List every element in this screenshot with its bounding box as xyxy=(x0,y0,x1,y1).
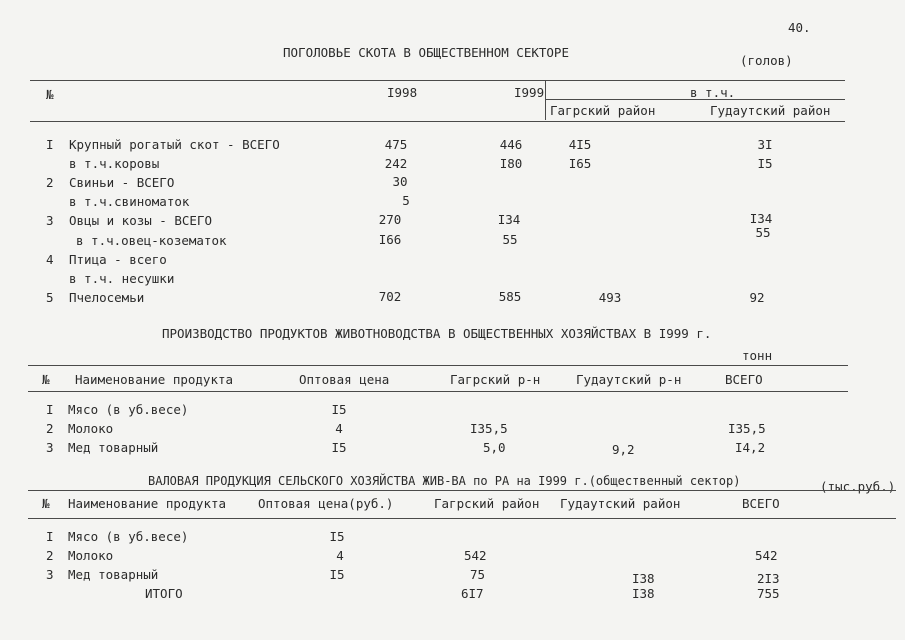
row-num: 2 xyxy=(46,421,54,436)
row-1998: 5 xyxy=(402,193,410,208)
row-num: 3 xyxy=(46,567,54,582)
table1-title: ПОГОЛОВЬЕ СКОТА В ОБЩЕСТВЕННОМ СЕКТОРЕ xyxy=(283,45,569,60)
row-num: 2 xyxy=(46,175,54,190)
table2-header-name: Наименование продукта xyxy=(75,372,234,387)
table2-header-total: ВСЕГО xyxy=(725,372,763,387)
row-name: Мед товарный xyxy=(68,567,159,582)
table1-header-gudauta: Гудаутский район xyxy=(710,103,831,118)
row-gudauta: 3I xyxy=(757,137,773,152)
row-gudauta: 55 xyxy=(755,225,771,240)
table2-header-gagra: Гагрский р-н xyxy=(450,372,541,387)
row-name: Птица - всего xyxy=(69,252,167,267)
row-gagra: 5,0 xyxy=(483,440,506,455)
table1-header-1999: I999 xyxy=(514,85,545,100)
table1-top-rule xyxy=(30,80,845,81)
table2-top-rule xyxy=(28,365,848,366)
total-label: ИТОГО xyxy=(145,586,183,601)
table3-header-gudauta: Гудаутский район xyxy=(560,496,681,511)
row-name: Мясо (в уб.весе) xyxy=(68,529,189,544)
row-name: Овцы и козы - ВСЕГО xyxy=(69,213,212,228)
table3-header-total: ВСЕГО xyxy=(742,496,780,511)
row-name: Молоко xyxy=(68,421,114,436)
row-total: 2I3 xyxy=(757,571,780,586)
row-num: I xyxy=(46,402,54,417)
row-gudauta: 92 xyxy=(749,290,765,305)
table1-header-1998: I998 xyxy=(387,85,418,100)
row-gudauta: I38 xyxy=(632,571,655,586)
row-gudauta: I34 xyxy=(749,211,773,226)
table3-title: ВАЛОВАЯ ПРОДУКЦИЯ СЕЛЬСКОГО ХОЗЯЙСТВА ЖИВ-ВА по РА на I999 г.(общественный сектор) xyxy=(148,474,741,488)
page-number: 40. xyxy=(788,20,811,35)
row-price: I5 xyxy=(329,567,345,582)
row-num: 3 xyxy=(46,213,54,228)
table1-header-gagra: Гагрский район xyxy=(550,103,656,118)
row-name: в т.ч. несушки xyxy=(69,271,175,286)
row-name: в т.ч.свиноматок xyxy=(69,194,190,209)
row-price: I5 xyxy=(331,402,347,417)
row-1999: I80 xyxy=(499,156,523,171)
table3-header-rule xyxy=(28,518,896,519)
row-gudauta: 9,2 xyxy=(612,442,635,457)
row-1998: 30 xyxy=(392,174,408,189)
row-num: 4 xyxy=(46,252,54,267)
row-num: I xyxy=(46,529,54,544)
table2-header-gudauta: Гудаутский р-н xyxy=(576,372,682,387)
row-name: в т.ч.коровы xyxy=(69,156,160,171)
row-1998: 702 xyxy=(378,289,402,304)
row-1999: 585 xyxy=(498,289,522,304)
row-price: I5 xyxy=(331,440,347,455)
row-1999: 446 xyxy=(499,137,523,152)
row-num: 2 xyxy=(46,548,54,563)
row-1998: 270 xyxy=(378,212,402,227)
table3-header-num: № xyxy=(42,496,50,511)
table3-top-rule xyxy=(28,490,896,491)
row-total: 542 xyxy=(755,548,778,563)
row-name: в т.ч.овец-козематок xyxy=(76,233,227,248)
table2-unit: тонн xyxy=(742,348,773,363)
row-name: Молоко xyxy=(68,548,114,563)
row-gagra: I65 xyxy=(568,156,592,171)
table1-header-rule xyxy=(30,121,845,122)
row-num: 5 xyxy=(46,290,54,305)
total-total: 755 xyxy=(757,586,780,601)
table2-title: ПРОИЗВОДСТВО ПРОДУКТОВ ЖИВОТНОВОДСТВА В ОБЩЕСТВЕННЫХ ХОЗЯЙСТВАХ В I999 г. xyxy=(162,326,712,341)
row-num: I xyxy=(46,137,54,152)
table2-header-price: Оптовая цена xyxy=(299,372,390,387)
row-name: Свиньи - ВСЕГО xyxy=(69,175,175,190)
row-gagra: I35,5 xyxy=(470,421,508,436)
row-gagra: 493 xyxy=(598,290,622,305)
row-total: I4,2 xyxy=(735,440,766,455)
table1-subheader-rule xyxy=(545,99,845,100)
table3-header-gagra: Гагрский район xyxy=(434,496,540,511)
row-1998: I66 xyxy=(378,232,402,247)
row-total: I35,5 xyxy=(728,421,766,436)
table3-header-price: Оптовая цена(руб.) xyxy=(258,496,394,511)
row-name: Крупный рогатый скот - ВСЕГО xyxy=(69,137,280,152)
row-1998: 475 xyxy=(384,137,408,152)
row-name: Мед товарный xyxy=(68,440,159,455)
table2-header-rule xyxy=(28,391,848,392)
total-gagra: 6I7 xyxy=(461,586,484,601)
row-price: 4 xyxy=(335,421,343,436)
table1-header-incl: в т.ч. xyxy=(690,85,736,100)
table1-unit: (голов) xyxy=(740,53,793,68)
table1-header-num: № xyxy=(46,87,54,102)
total-gudauta: I38 xyxy=(632,586,655,601)
row-num: 3 xyxy=(46,440,54,455)
row-gagra: 4I5 xyxy=(568,137,592,152)
row-gudauta: I5 xyxy=(757,156,773,171)
table3-header-name: Наименование продукта xyxy=(68,496,227,511)
row-1999: I34 xyxy=(497,212,521,227)
row-gagra: 75 xyxy=(470,567,486,582)
row-name: Мясо (в уб.весе) xyxy=(68,402,189,417)
table3-unit: (тыс.руб.) xyxy=(820,479,896,494)
row-price: I5 xyxy=(329,529,345,544)
table2-header-num: № xyxy=(42,372,50,387)
row-1999: 55 xyxy=(502,232,518,247)
row-1998: 242 xyxy=(384,156,408,171)
row-name: Пчелосемьи xyxy=(69,290,145,305)
table1-header-divider xyxy=(545,80,546,120)
row-price: 4 xyxy=(336,548,344,563)
row-gagra: 542 xyxy=(464,548,487,563)
